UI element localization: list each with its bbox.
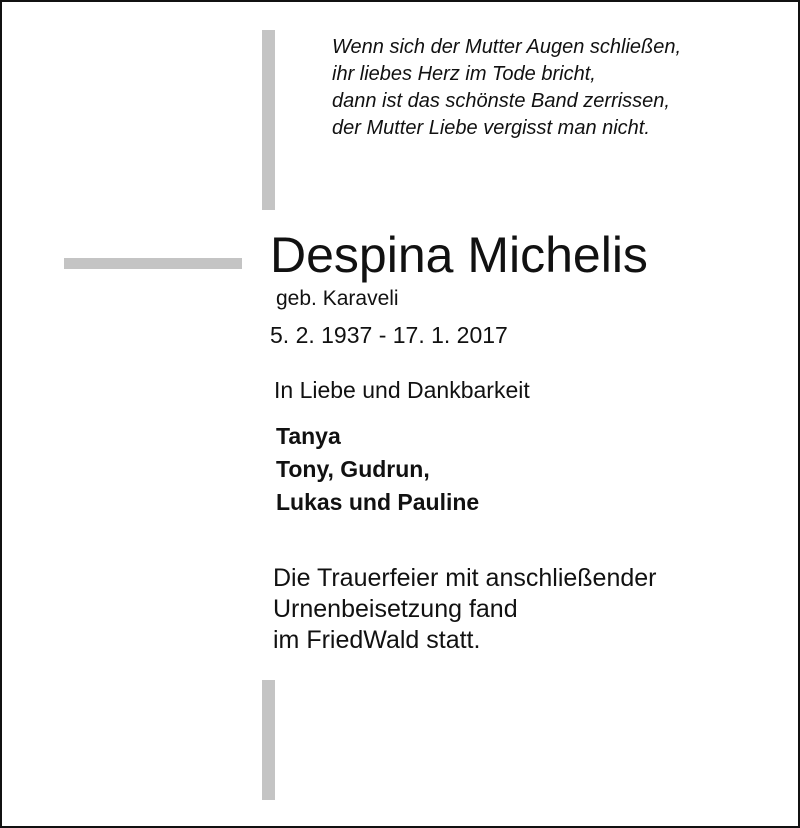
life-dates: 5. 2. 1937 - 17. 1. 2017 bbox=[270, 322, 508, 348]
memorial-poem bbox=[332, 34, 681, 142]
tribute-line: In Liebe und Dankbarkeit bbox=[274, 377, 530, 403]
poem-line: Wenn sich der Mutter Augen schließen, bbox=[332, 36, 682, 58]
deceased-name: Despina Michelis bbox=[270, 227, 648, 283]
poem-line: ihr liebes Herz im Tode bricht, bbox=[332, 63, 596, 85]
family-line: Tony, Gudrun, bbox=[276, 456, 430, 482]
cross-left-arm bbox=[64, 258, 242, 269]
ceremony-line: Die Trauerfeier mit anschließender bbox=[273, 564, 657, 592]
family-line: Tanya bbox=[276, 423, 341, 449]
family-signatures bbox=[276, 420, 479, 519]
ceremony-notice bbox=[273, 563, 657, 656]
poem-line: der Mutter Liebe vergisst man nicht. bbox=[332, 117, 650, 139]
poem-line: dann ist das schönste Band zerrissen, bbox=[332, 90, 670, 112]
ceremony-line: Urnenbeisetzung fand bbox=[273, 595, 518, 623]
birth-name: geb. Karaveli bbox=[276, 287, 399, 310]
cross-upper-beam bbox=[262, 30, 275, 210]
cross-lower-beam bbox=[262, 680, 275, 800]
family-line: Lukas und Pauline bbox=[276, 489, 480, 515]
ceremony-line: im FriedWald statt. bbox=[273, 626, 481, 654]
